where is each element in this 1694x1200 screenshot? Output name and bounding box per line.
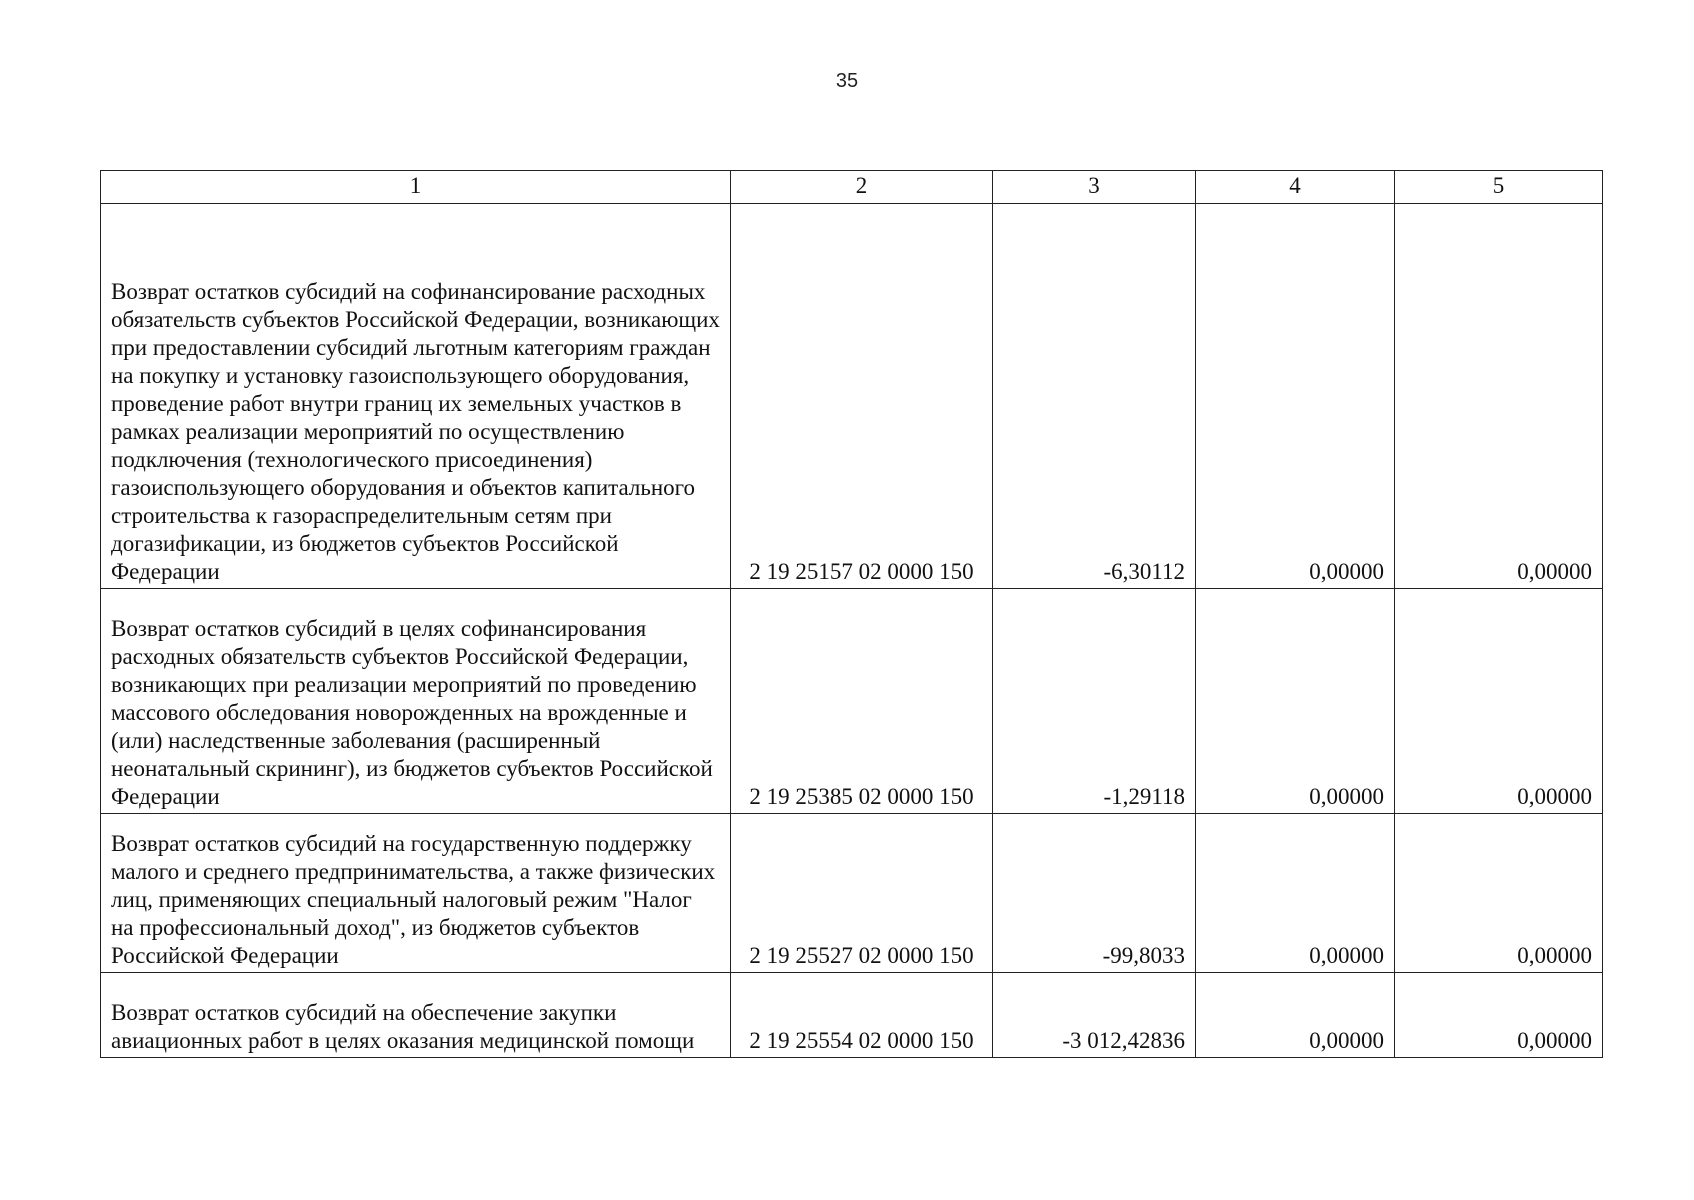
row-col3-value: -6,30112: [993, 204, 1196, 589]
row-code: 2 19 25554 02 0000 150: [731, 973, 993, 1058]
row-col3-value: -99,8033: [993, 814, 1196, 973]
row-code: 2 19 25385 02 0000 150: [731, 589, 993, 814]
table-body: [101, 204, 1603, 1058]
row-col3-value: -3 012,42836: [993, 973, 1196, 1058]
row-col3-value: -1,29118: [993, 589, 1196, 814]
row-code: 2 19 25527 02 0000 150: [731, 814, 993, 973]
header-col-3: 3: [993, 171, 1196, 204]
row-description: Возврат остатков субсидий в целях софинансирования расходных обязательств субъектов Российской Федерации, возникающих при реализации мероприятий по проведению массового обследования новорожденных на врожденные и (или) наследственные заболевания (расширенный неонатальный скрининг), из бюджетов субъектов Российской Федерации: [101, 589, 731, 814]
header-row: [101, 171, 1603, 204]
row-col5-value: 0,00000: [1395, 814, 1603, 973]
table-row: [101, 973, 1603, 1058]
row-col5-value: 0,00000: [1395, 589, 1603, 814]
budget-table: [100, 170, 1603, 1058]
table-header: [101, 171, 1603, 204]
row-col5-value: 0,00000: [1395, 973, 1603, 1058]
row-description: Возврат остатков субсидий на софинансирование расходных обязательств субъектов Российской Федерации, возникающих при предоставлении субсидий льготным категориям граждан на покупку и установку газоиспользующего оборудования, проведение работ внутри границ их земельных участков в рамках реализации мероприятий по осуществлению подключения (технологического присоединения) газоиспользующего оборудования и объектов капитального строительства к газораспределительным сетям при догазификации, из бюджетов субъектов Российской Федерации: [101, 204, 731, 589]
row-col4-value: 0,00000: [1196, 204, 1395, 589]
page-number: 35: [835, 70, 859, 92]
row-code: 2 19 25157 02 0000 150: [731, 204, 993, 589]
row-description: Возврат остатков субсидий на обеспечение закупки авиационных работ в целях оказания медицинской помощи: [101, 973, 731, 1058]
row-description: Возврат остатков субсидий на государственную поддержку малого и среднего предпринимательства, а также физических лиц, применяющих специальный налоговый режим "Налог на профессиональный доход", из бюджетов субъектов Российской Федерации: [101, 814, 731, 973]
row-col4-value: 0,00000: [1196, 814, 1395, 973]
table-row: [101, 589, 1603, 814]
row-col5-value: 0,00000: [1395, 204, 1603, 589]
header-col-2: 2: [731, 171, 993, 204]
table-row: [101, 204, 1603, 589]
row-col4-value: 0,00000: [1196, 973, 1395, 1058]
header-col-4: 4: [1196, 171, 1395, 204]
table-row: [101, 814, 1603, 973]
row-col4-value: 0,00000: [1196, 589, 1395, 814]
header-col-5: 5: [1395, 171, 1603, 204]
header-col-1: 1: [101, 171, 731, 204]
